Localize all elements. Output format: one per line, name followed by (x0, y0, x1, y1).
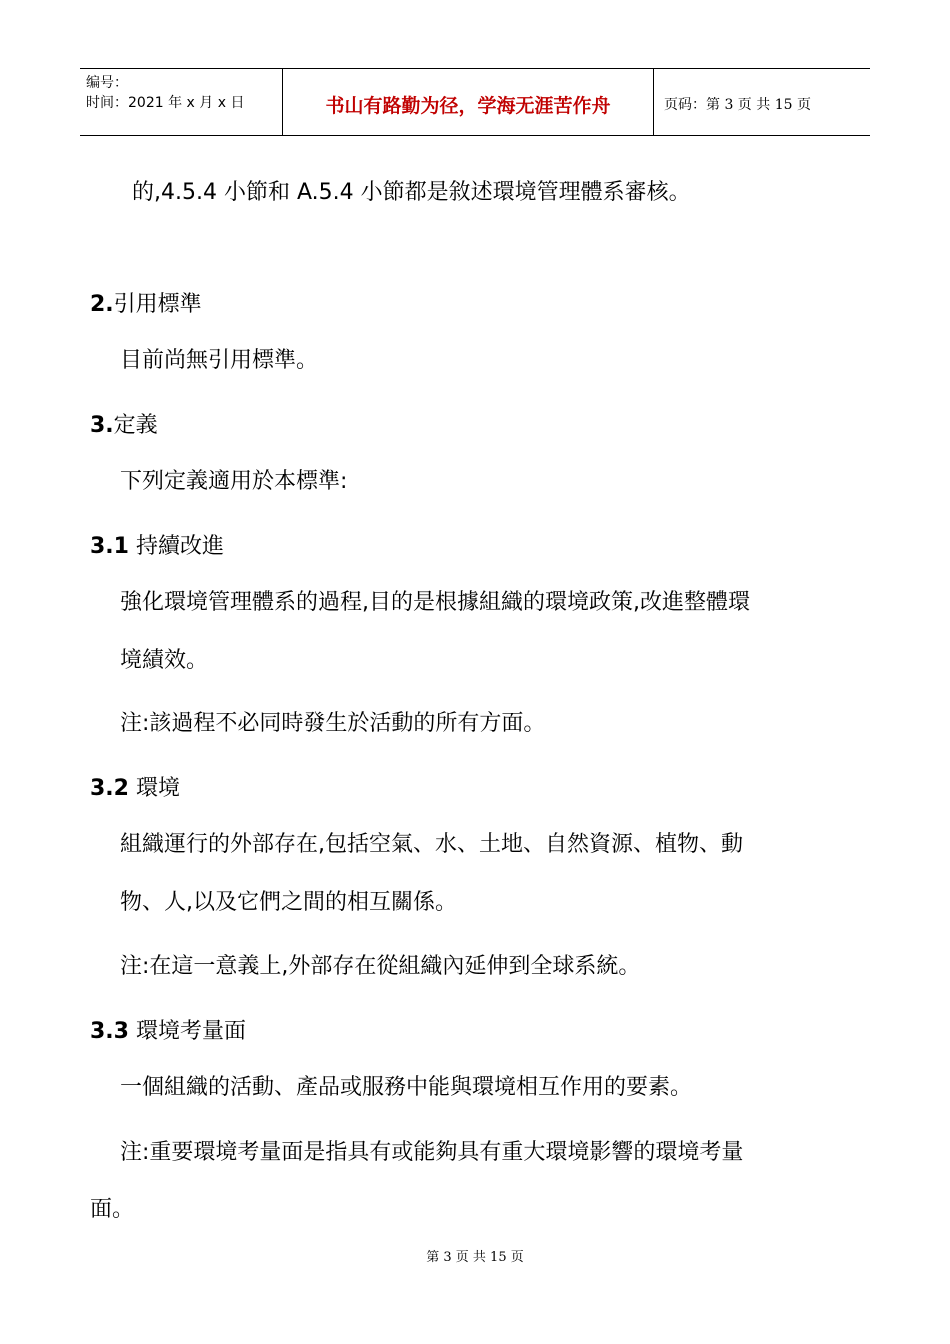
section-number: 2. (90, 292, 114, 317)
note: 注:重要環境考量面是指具有或能夠具有重大環境影響的環境考量 (120, 1140, 744, 1165)
page-header (80, 68, 870, 136)
header-meta (80, 69, 282, 135)
paragraph-intro: 的,4.5.4 小節和 A.5.4 小節都是敘述環境管理體系審核。 (132, 180, 691, 205)
section-number: 3.2 (90, 776, 129, 801)
header-number-label: 编号： (86, 75, 128, 91)
section-title: 環境 (128, 776, 180, 801)
section-heading-3-1 (90, 532, 224, 562)
note: 注:在這一意義上,外部存在從組織內延伸到全球系統。 (120, 954, 641, 979)
paragraph: 目前尚無引用標準。 (120, 348, 319, 373)
paragraph: 強化環境管理體系的過程,目的是根據組織的環境政策,改進整體環 (120, 590, 750, 615)
section-title: 定義 (113, 413, 158, 438)
paragraph: 境績效。 (120, 648, 209, 673)
section-title: 持續改進 (128, 534, 224, 559)
section-number: 3. (90, 413, 114, 438)
section-number: 3.3 (90, 1019, 129, 1044)
section-heading-2 (90, 290, 202, 320)
section-heading-3 (90, 411, 158, 441)
header-page-info: 页码：第 3 页 共 15 页 (664, 97, 811, 113)
paragraph: 下列定義適用於本標準: (120, 469, 348, 494)
paragraph: 物、人,以及它們之間的相互關係。 (120, 890, 457, 915)
section-title: 環境考量面 (128, 1019, 246, 1044)
header-time-label: 时间：2021 年 x 月 x 日 (86, 95, 245, 111)
section-title: 引用標準 (113, 292, 202, 317)
page-footer: 第 3 页 共 15 页 (426, 1250, 524, 1265)
header-motto: 书山有路勤为径，学海无涯苦作舟 (282, 69, 654, 135)
section-heading-3-3 (90, 1017, 246, 1047)
note: 注:該過程不必同時發生於活動的所有方面。 (120, 711, 546, 736)
note-continuation: 面。 (90, 1197, 135, 1222)
paragraph: 一個組織的活動、產品或服務中能與環境相互作用的要素。 (120, 1075, 693, 1100)
section-number: 3.1 (90, 534, 129, 559)
section-heading-3-2 (90, 774, 180, 804)
paragraph: 組織運行的外部存在,包括空氣、水、土地、自然資源、植物、動 (120, 832, 743, 857)
